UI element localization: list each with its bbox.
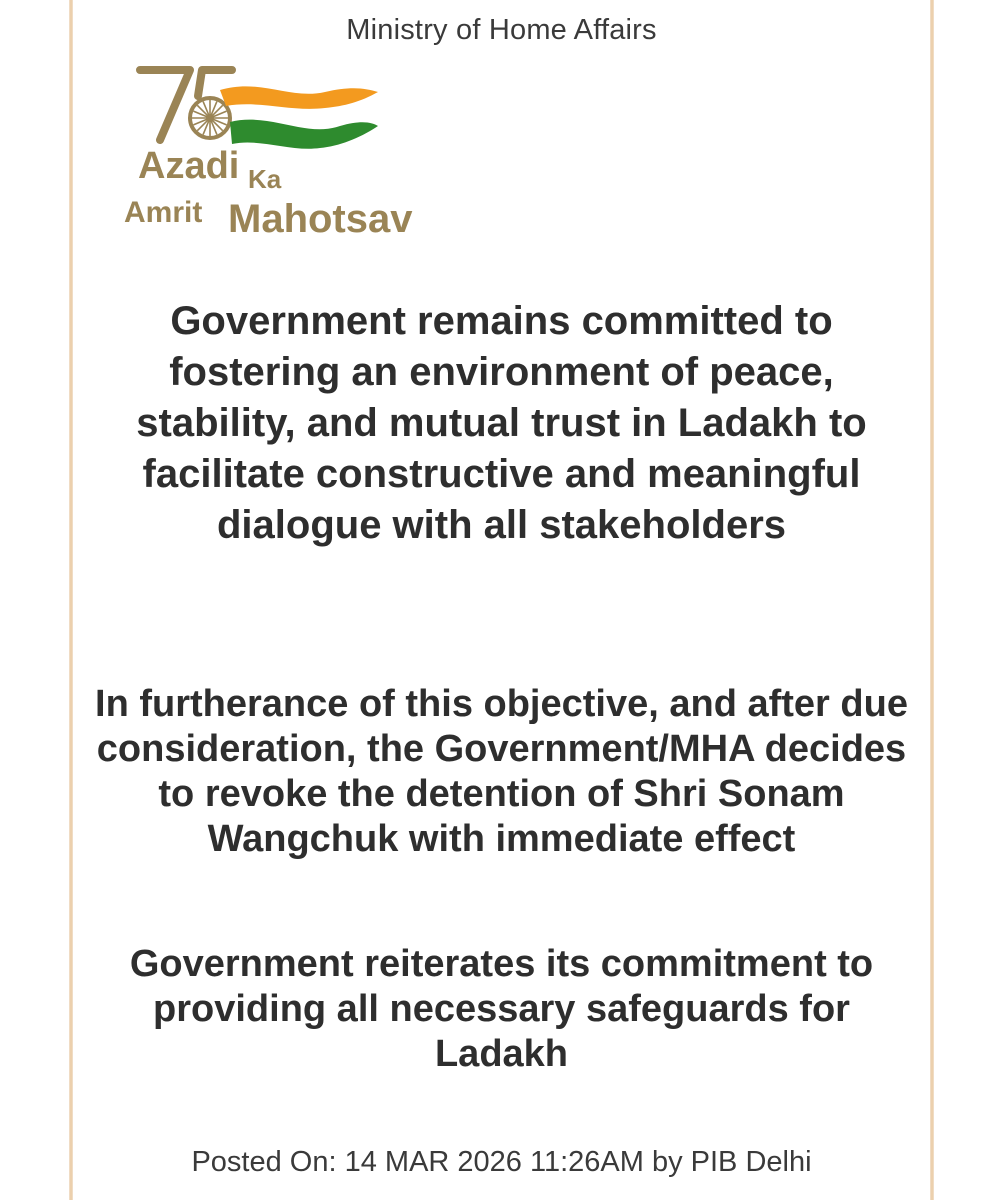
posted-on-line: Posted On: 14 MAR 2026 11:26AM by PIB Delhi — [191, 1146, 812, 1178]
left-border-rule — [69, 0, 73, 1200]
azadi-ka-amrit-mahotsav-logo — [120, 60, 450, 245]
logo-word-azadi: Azadi — [138, 145, 240, 187]
right-border-rule — [930, 0, 934, 1200]
logo-word-ka: Ka — [248, 164, 282, 194]
logo-word-amrit: Amrit — [124, 196, 203, 229]
release-paragraph-2: Government reiterates its commitment to providing all necessary safeguards for Ladakh — [129, 943, 874, 1075]
release-paragraph-1: In furtherance of this objective, and after due consideration, the Government/MHA decides to revoke the detention of Shri Sonam Wangchuk with immediate effect — [95, 683, 908, 860]
ministry-name: Ministry of Home Affairs — [346, 14, 657, 46]
logo-word-mahotsav: Mahotsav — [228, 197, 413, 241]
release-headline: Government remains committed to fostering an environment of peace, stability, and mutual trust in Ladakh to facilitate constructive and meaningful dialogue with all stakeholders — [136, 299, 867, 547]
ashoka-chakra-icon — [190, 98, 230, 138]
